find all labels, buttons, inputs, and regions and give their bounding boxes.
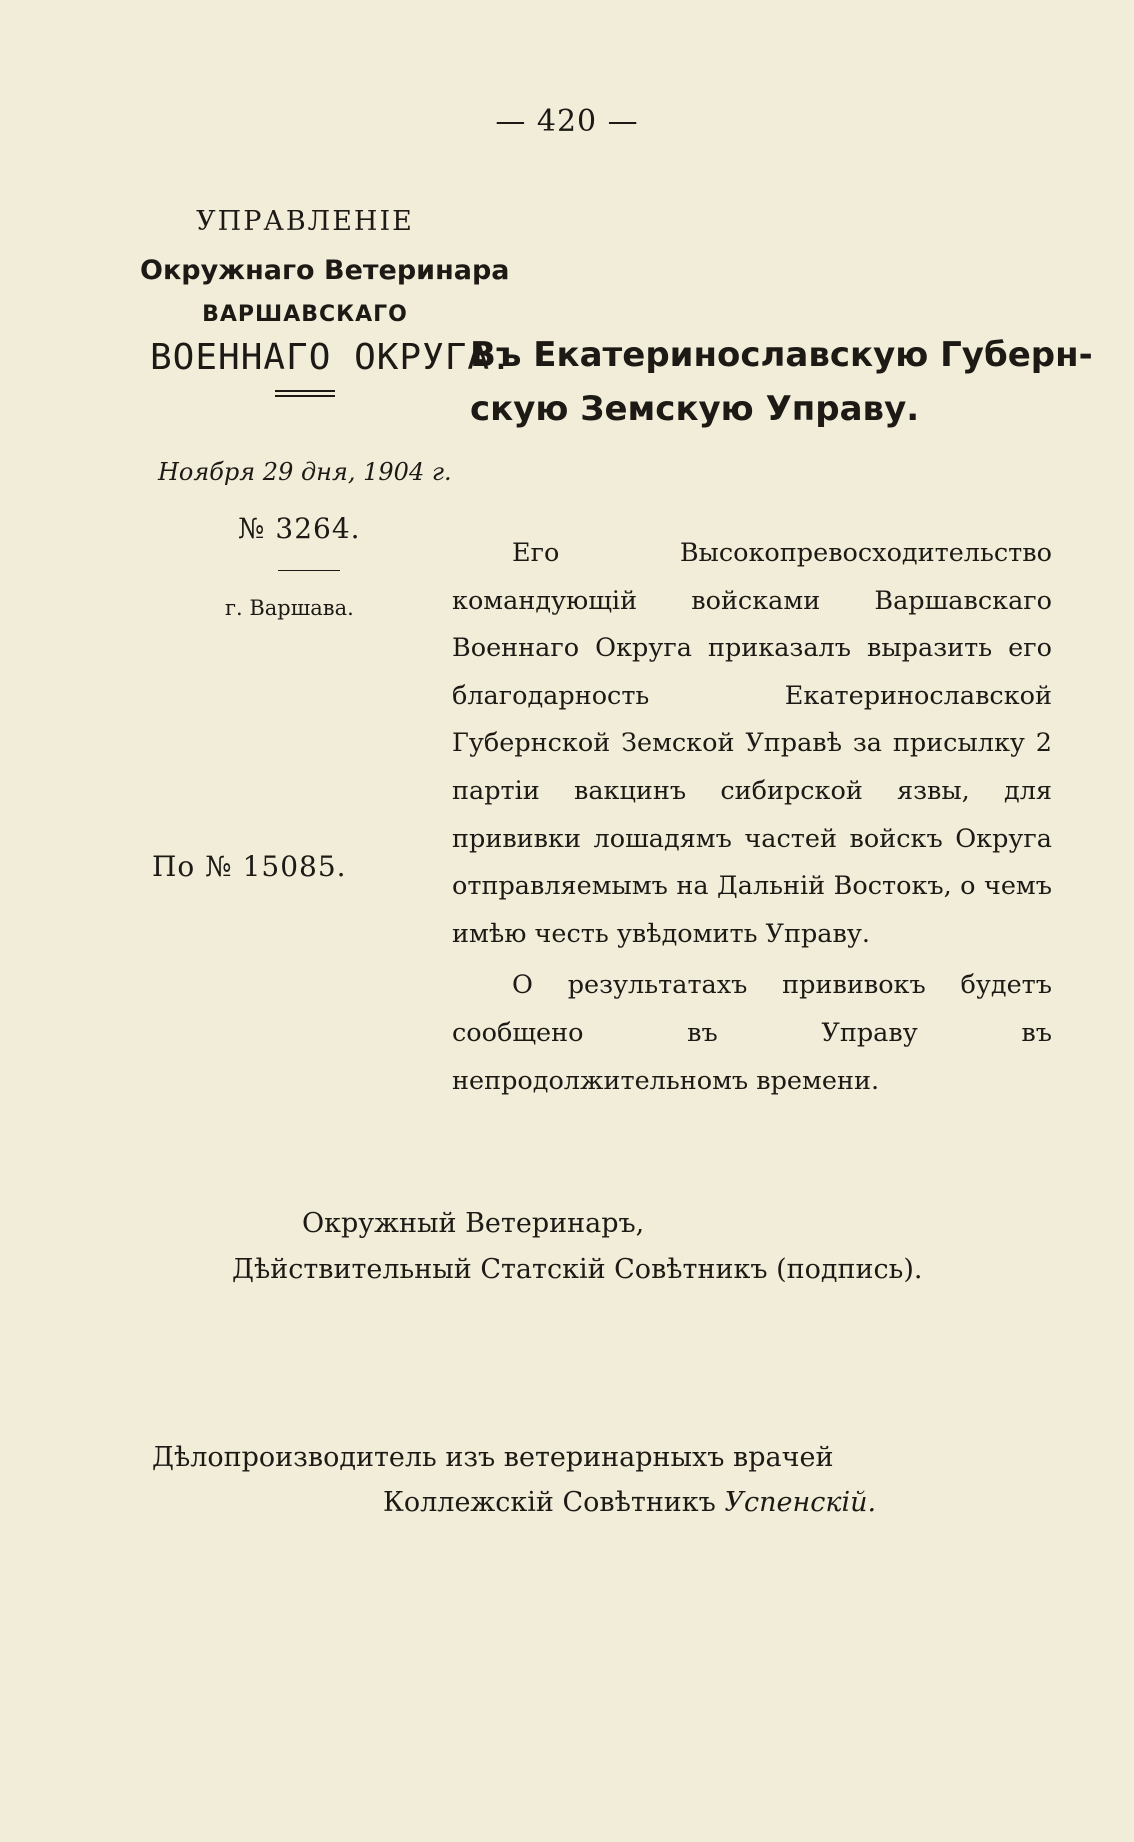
- signature-rank: Дѣйствительный Статскій Совѣтникъ (подпись).: [232, 1254, 923, 1285]
- clerk-signature: [383, 1487, 876, 1518]
- letterhead-line-1: УПРАВЛЕНІЕ: [196, 206, 414, 237]
- letterhead-line-4: ВОЕННАГО ОКРУГА.: [150, 337, 513, 378]
- clerk-line: Дѣлопроизводитель изъ ветеринарныхъ врачей: [152, 1442, 834, 1473]
- letter-body: [452, 530, 1052, 1105]
- clerk-name: Успенскій.: [724, 1487, 877, 1518]
- reference-number: По № 15085.: [152, 850, 347, 883]
- addressee: [470, 328, 1093, 436]
- signature-title: Окружный Ветеринаръ,: [302, 1208, 645, 1239]
- addressee-line-2: скую Земскую Управу.: [470, 389, 920, 429]
- document-number: № 3264.: [238, 512, 361, 545]
- document-date: Ноября 29 дня, 1904 г.: [158, 458, 452, 486]
- page-number: — 420 —: [495, 104, 639, 139]
- divider: [278, 570, 340, 571]
- addressee-line-1: Въ Екатеринославскую Губерн-: [470, 335, 1093, 375]
- body-paragraph-2: О результатахъ прививокъ будетъ сообщено въ Управу въ непродолжительномъ времени.: [452, 970, 1052, 1096]
- letterhead-line-2: Окружнаго Ветеринара: [140, 255, 510, 286]
- letterhead: [140, 206, 513, 397]
- letterhead-line-3: ВАРШАВСКАГО: [202, 302, 408, 327]
- document-city: г. Варшава.: [225, 596, 354, 620]
- letterhead-double-rule: [275, 390, 335, 397]
- clerk-rank: Коллежскій Совѣтникъ: [383, 1487, 716, 1518]
- body-paragraph-1: Его Высокопревосходительство командующій войсками Варшавскаго Военнаго Округа приказалъ выразить его благодарность Екатеринославской Губернской Земской Управѣ за присылку 2 партіи вакцинъ сибирской язвы, для прививки лошадямъ частей войскъ Округа отправляемымъ на Дальній Востокъ, о чемъ имѣю честь увѣдомить Управу.: [452, 538, 1052, 949]
